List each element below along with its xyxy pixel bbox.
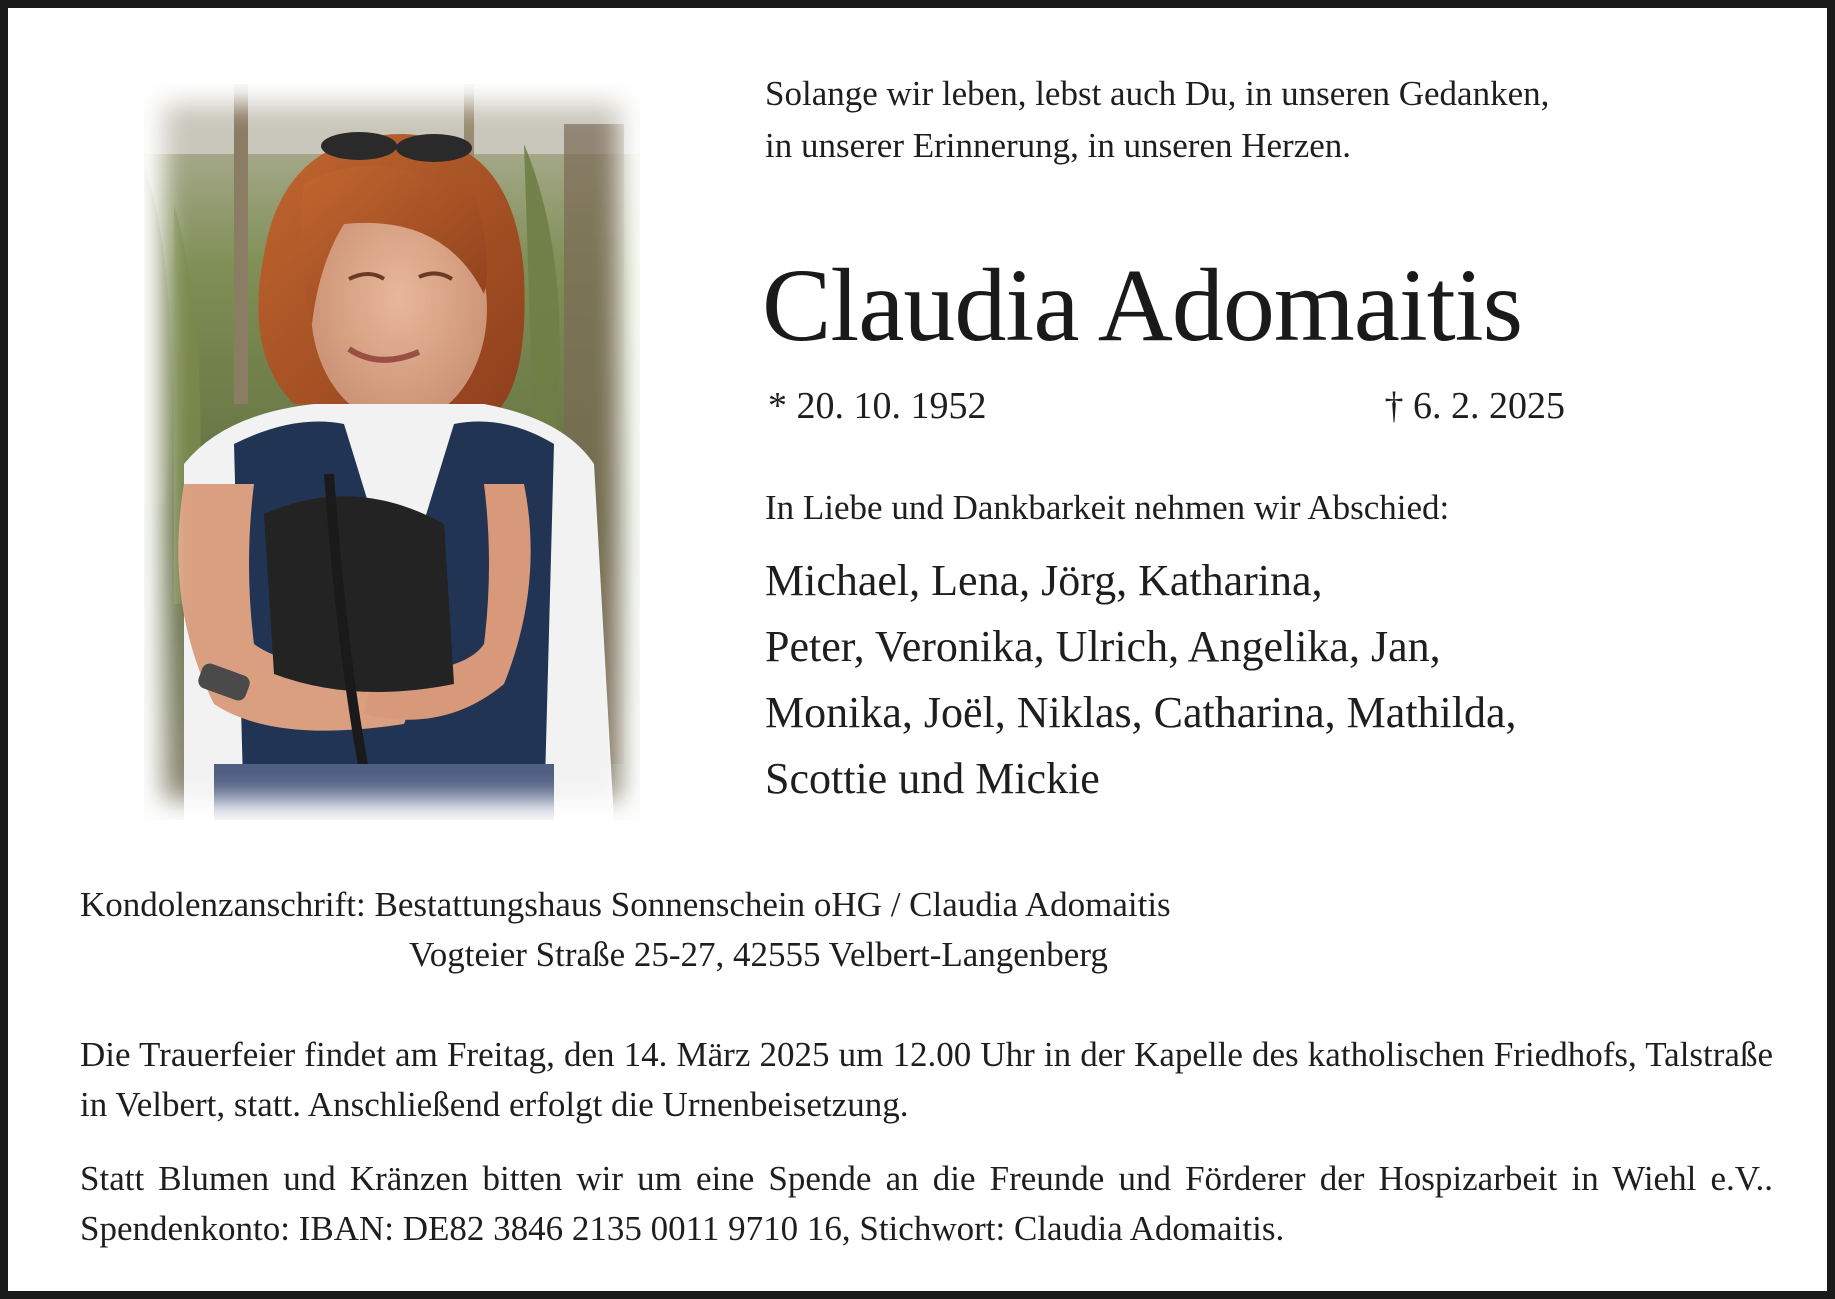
funeral-info: Die Trauerfeier findet am Freitag, den 14. März 2025 um 12.00 Uhr in der Kapelle des katholischen Friedhofs, Talstraße in Velbert, statt. Anschließend erfolgt die Urnenbeisetzung. (80, 1035, 1773, 1124)
birth-date: * 20. 10. 1952 (768, 385, 987, 427)
farewell-line: In Liebe und Dankbarkeit nehmen wir Abschied: (765, 488, 1450, 527)
portrait-photo (144, 84, 640, 820)
death-date: † 6. 2. 2025 (1384, 385, 1565, 427)
quote-line: Solange wir leben, lebst auch Du, in unseren Gedanken, (765, 74, 1550, 113)
mourners-list (765, 548, 1517, 812)
mourners-line: Michael, Lena, Jörg, Katharina, (765, 556, 1323, 605)
condolence-address-line: Kondolenzanschrift: Bestattungshaus Sonnenschein oHG / Claudia Adomaitis (80, 885, 1171, 924)
deceased-name: Claudia Adomaitis (762, 248, 1523, 363)
portrait-photo-icon (144, 84, 640, 820)
life-dates (768, 380, 1565, 432)
quote-line: in unserer Erinnerung, in unseren Herzen. (765, 126, 1352, 165)
mourners-line: Peter, Veronika, Ulrich, Angelika, Jan, (765, 622, 1441, 671)
condolence-address (80, 880, 1171, 980)
memorial-quote (765, 68, 1765, 172)
donation-info: Statt Blumen und Kränzen bitten wir um eine Spende an die Freunde und Förderer der Hospizarbeit in Wiehl e.V.. Spendenkonto: IBAN: DE82 3846 2135 0011 9710 16, Stichwort: Claudia Adomaitis. (80, 1159, 1773, 1248)
condolence-address-line: Vogteier Straße 25-27, 42555 Velbert-Langenberg (409, 935, 1108, 974)
mourners-line: Monika, Joël, Niklas, Catharina, Mathilda, (765, 688, 1517, 737)
mourners-line: Scottie und Mickie (765, 754, 1100, 803)
